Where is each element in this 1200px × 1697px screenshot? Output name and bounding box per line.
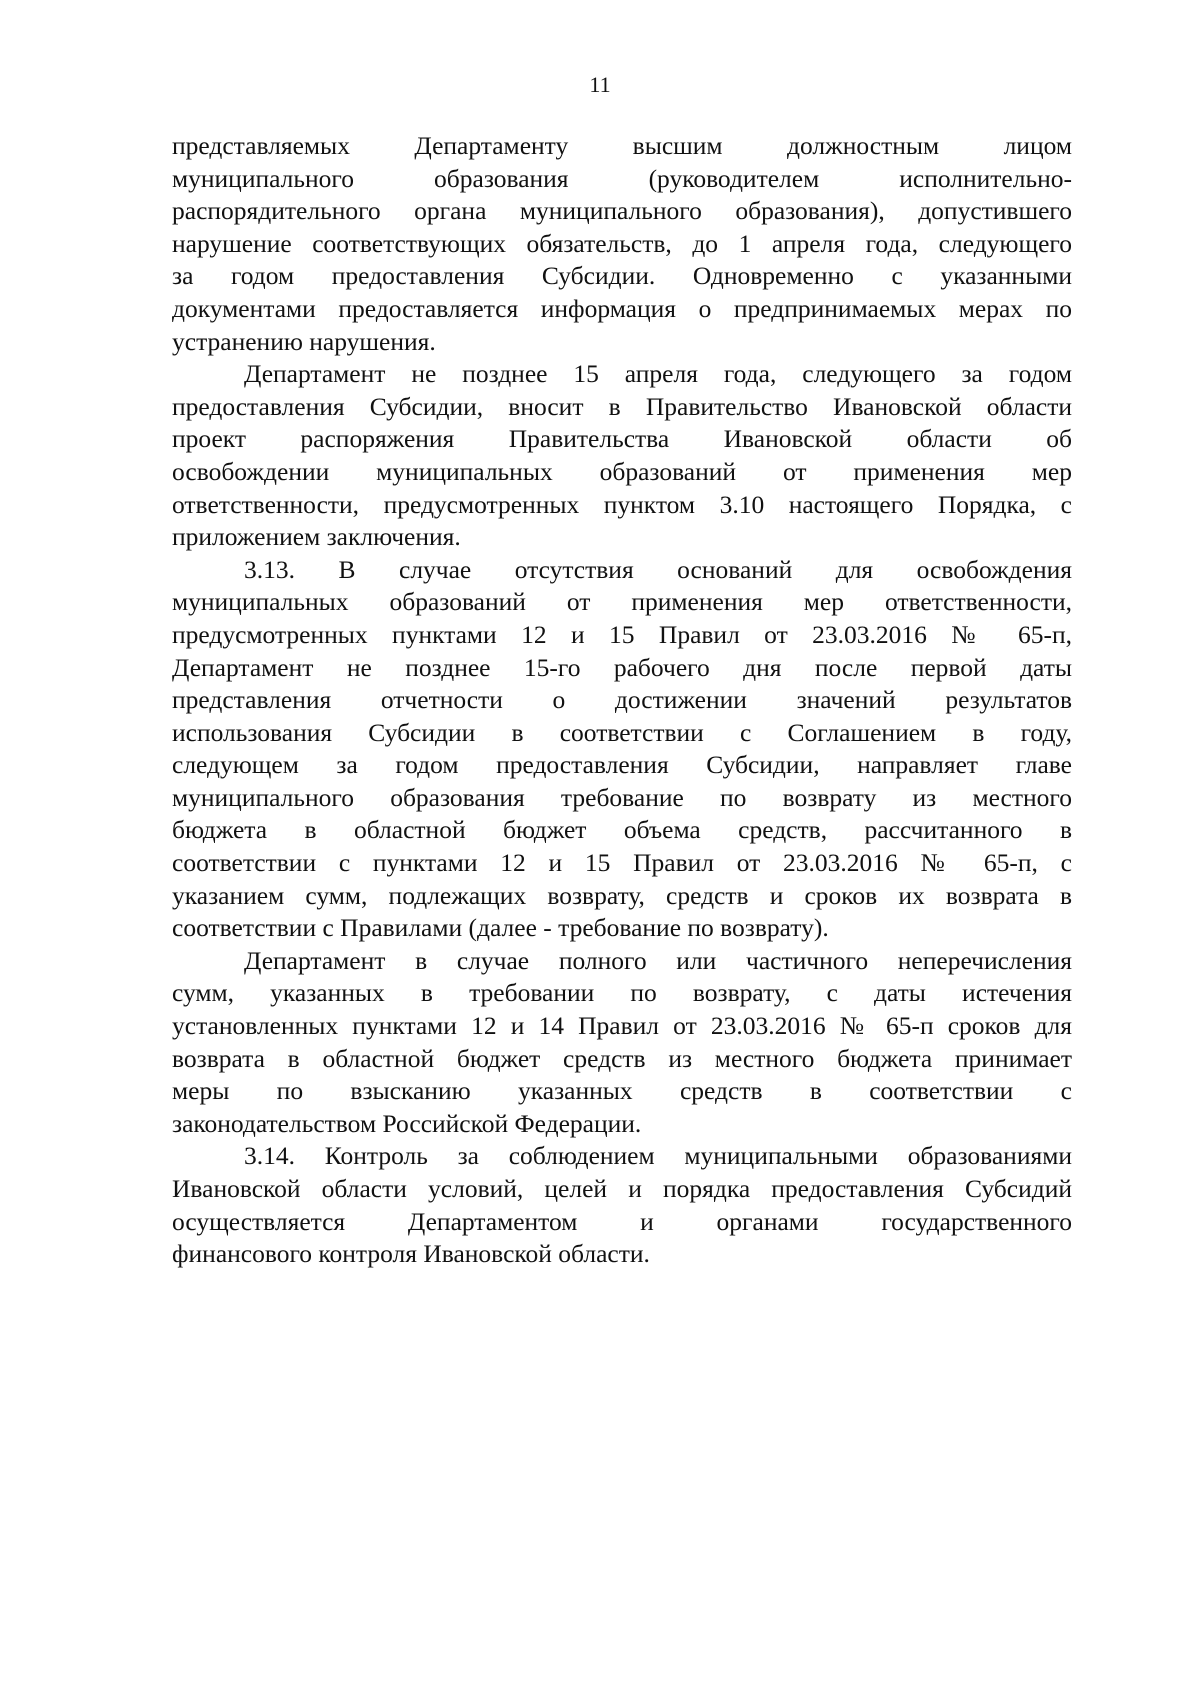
text-line: распорядительного органа муниципального образования), допустившего [172,196,1072,226]
text-line: Департамент в случае полного или частичного неперечисления [244,945,1072,975]
text-line: муниципальных образований от применения мер ответственности, [172,587,1072,617]
text-line: 3.14. Контроль за соблюдением муниципальными образованиями [244,1141,1072,1171]
text-line: освобождении муниципальных образований от применения мер [172,456,1072,486]
text-line: представления отчетности о достижении значений результатов [172,685,1072,715]
text-line: финансового контроля Ивановской области. [172,1239,650,1269]
text-line: законодательством Российской Федерации. [172,1108,642,1138]
text-line: сумм, указанных в требовании по возврату, с даты истечения [172,978,1072,1008]
text-line: Департамент не позднее 15 апреля года, следующего за годом [244,359,1072,389]
text-line: устранению нарушения. [172,326,436,356]
text-line: установленных пунктами 12 и 14 Правил от 23.03.2016 № 65-п сроков для [172,1011,1072,1041]
text-line: бюджета в областной бюджет объема средств, рассчитанного в [172,815,1072,845]
text-line: за годом предоставления Субсидии. Одновременно с указанными [172,261,1072,291]
text-line: соответствии с пунктами 12 и 15 Правил от 23.03.2016 № 65-п, с [172,848,1072,878]
text-line: приложением заключения. [172,522,461,552]
text-line: использования Субсидии в соответствии с Соглашением в году, [172,717,1072,747]
text-line: нарушение соответствующих обязательств, до 1 апреля года, следующего [172,228,1072,258]
text-line: Ивановской области условий, целей и порядка предоставления Субсидий [172,1174,1072,1203]
text-line: ответственности, предусмотренных пунктом 3.10 настоящего Порядка, с [172,489,1072,519]
text-line: представляемых Департаменту высшим должностным лицом [172,131,1072,160]
text-line: 3.13. В случае отсутствия оснований для освобождения [244,554,1072,584]
page-number: 11 [589,72,611,97]
text-line: проект распоряжения Правительства Ивановской области об [172,424,1072,454]
text-line: возврата в областной бюджет средств из местного бюджета принимает [172,1043,1072,1073]
document-body [172,130,1072,1271]
text-line: муниципального образования требование по возврату из местного [172,782,1072,812]
text-line: указанием сумм, подлежащих возврату, средств и сроков их возврата в [172,880,1072,910]
text-line: Департамент не позднее 15-го рабочего дня после первой даты [172,652,1072,682]
text-line: осуществляется Департаментом и органами государственного [172,1206,1072,1236]
text-line: следующем за годом предоставления Субсидии, направляет главе [172,750,1072,780]
text-line: соответствии с Правилами (далее - требование по возврату). [172,913,829,943]
text-line: документами предоставляется информация о предпринимаемых мерах по [172,293,1072,323]
text-line: меры по взысканию указанных средств в соответствии с [172,1076,1072,1106]
text-line: предусмотренных пунктами 12 и 15 Правил от 23.03.2016 № 65-п, [172,619,1072,649]
text-line: предоставления Субсидии, вносит в Правительство Ивановской области [172,391,1072,421]
text-line: муниципального образования (руководителем исполнительно- [172,163,1072,193]
